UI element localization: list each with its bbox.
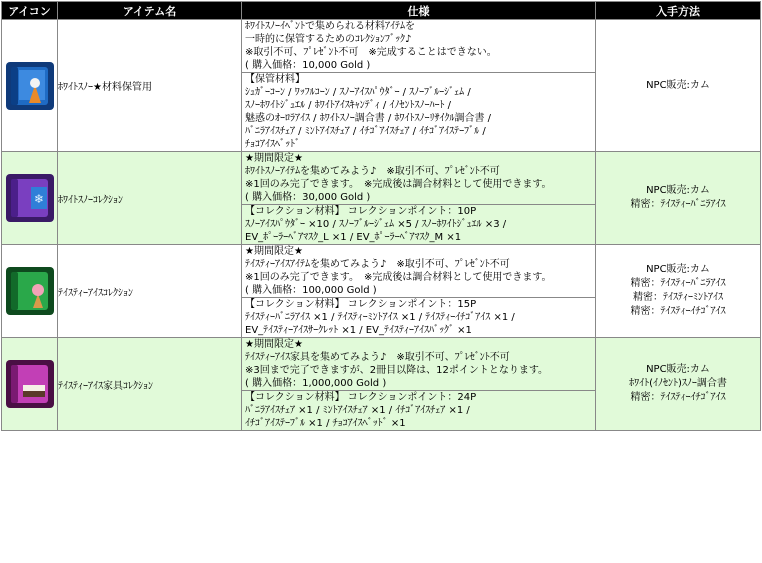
method-line: NPC販売:カム [646, 364, 710, 375]
blue-book-icon [5, 61, 55, 111]
item-name: ﾎﾜｲﾄｽﾉｰｺﾚｸｼｮﾝ [58, 152, 242, 245]
method-line: ﾎﾜｲﾄ(ｲﾉｾﾝﾄ)ｽﾉｰ調合書 [629, 378, 727, 389]
header-icon: アイコン [2, 2, 58, 20]
spec-line: ｽﾉｰﾎﾜｲﾄｼﾞｭｴﾙ / ﾎﾜｲﾄｱｲｽｷｬﾝﾃﾞｨ / ｲﾉｾﾝﾄｽﾉｰﾊｰﾄ / [245, 100, 452, 111]
spec-line: ﾃｲｽﾃｨｰｱｲｽｱｲﾃﾑを集めてみよう♪ ※取引不可、ﾌﾟﾚｾﾞﾝﾄ不可 [245, 259, 510, 270]
spec-line: ※1回のみ完了できます。 ※完成後は調合材料として使用できます。 [245, 272, 552, 283]
method-line: 精密：ﾃｲｽﾃｨｰｲﾁｺﾞｱｲｽ [630, 306, 726, 317]
spec-line: ﾃｲｽﾃｨｰﾊﾞﾆﾗｱｲｽ ×1 / ﾃｲｽﾃｨｰﾐﾝﾄｱｲｽ ×1 / ﾃｲｽﾃｨｰｲﾁｺﾞｱｲｽ ×1 / [245, 312, 515, 323]
spec-line: ※取引不可、ﾌﾟﾚｾﾞﾝﾄ不可 ※完成することはできない。 [245, 47, 497, 58]
header-spec: 仕様 [242, 2, 596, 20]
spec-line: ★期間限定★ [245, 153, 303, 164]
spec-line: ※3回まで完了できますが、2冊目以降は、12ポイントとなります。 [245, 365, 549, 376]
spec-description [242, 338, 596, 391]
spec-line: ﾃｲｽﾃｨｰｱｲｽ家具を集めてみよう♪ ※取引不可、ﾌﾟﾚｾﾞﾝﾄ不可 [245, 352, 510, 363]
table-row [2, 20, 761, 73]
spec-line: ( 購入価格：100,000 Gold ) [245, 285, 377, 296]
header-row [2, 2, 761, 20]
item-name: ﾎﾜｲﾄｽﾉｰ★材料保管用 [58, 20, 242, 152]
spec-materials [242, 391, 596, 431]
item-name: ﾃｲｽﾃｨｰｱｲｽｺﾚｸｼｮﾝ [58, 245, 242, 338]
icon-cell [2, 20, 58, 152]
spec-line: ★期間限定★ [245, 339, 303, 350]
item-name: ﾃｲｽﾃｨｰｱｲｽ家具ｺﾚｸｼｮﾝ [58, 338, 242, 431]
table-row [2, 245, 761, 298]
spec-line: ｲﾁｺﾞｱｲｽﾃｰﾌﾞﾙ ×1 / ﾁｮｺｱｲｽﾍﾞｯﾄﾞ ×1 [245, 418, 406, 429]
spec-line: ｼｭｶﾞｰｺｰﾝ / ﾜｯﾌﾙｺｰﾝ / ｽﾉｰｱｲｽﾊﾟｳﾀﾞｰ / ｽﾉｰﾌﾞﾙｰｼﾞｪﾑ / [245, 87, 471, 98]
table-row [2, 338, 761, 391]
spec-line: ( 購入価格：1,000,000 Gold ) [245, 378, 387, 389]
method-line: NPC販売:カム [646, 264, 710, 275]
spec-line: ﾊﾞﾆﾗｱｲｽﾁｪｱ ×1 / ﾐﾝﾄｱｲｽﾁｪｱ ×1 / ｲﾁｺﾞｱｲｽﾁｪｱ ×1 / [245, 405, 470, 416]
spec-description [242, 245, 596, 298]
spec-line: 魅惑のｵｰﾛﾗｱｲｽ / ﾎﾜｲﾄｽﾉｰ調合書 / ﾎﾜｲﾄｽﾉｰﾘｻｲｸﾙ調合書 / [245, 113, 492, 124]
green-book-icon [5, 266, 55, 316]
acquisition-method [596, 20, 761, 152]
spec-line: ｽﾉｰｱｲｽﾊﾟｳﾀﾞｰ ×10 / ｽﾉｰﾌﾞﾙｰｼﾞｪﾑ ×5 / ｽﾉｰﾎﾜｲﾄｼﾞｭｴﾙ ×3 / [245, 219, 507, 230]
spec-materials [242, 298, 596, 338]
spec-line: ﾁｮｺｱｲｽﾍﾞｯﾄﾞ [245, 139, 300, 150]
spec-line: 一時的に保管するためのｺﾚｸｼｮﾝﾌﾞｯｸ♪ [245, 34, 412, 45]
method-line: 精密：ﾃｲｽﾃｨｰﾐﾝﾄｱｲｽ [633, 292, 723, 303]
purple-book-icon [5, 173, 55, 223]
method-line: 精密：ﾃｲｽﾃｨｰﾊﾞﾆﾗｱｲｽ [630, 199, 726, 210]
spec-line: EV_ﾃｲｽﾃｨｰｱｲｽｻｰｸﾚｯﾄ ×1 / EV_ﾃｲｽﾃｨｰｱｲｽﾊﾞｯｸﾞ ×1 [245, 325, 472, 336]
spec-line: 【コレクション材料】 コレクションポイント：10P [245, 206, 477, 217]
table-row [2, 152, 761, 205]
spec-description [242, 152, 596, 205]
spec-line: ﾎﾜｲﾄｽﾉｰｲﾍﾞﾝﾄで集められる材料ｱｲﾃﾑを [245, 21, 415, 32]
method-line: NPC販売:カム [646, 79, 710, 91]
spec-line: ﾎﾜｲﾄｽﾉｰｱｲﾃﾑを集めてみよう♪ ※取引不可、ﾌﾟﾚｾﾞﾝﾄ不可 [245, 166, 500, 177]
acquisition-method [596, 245, 761, 338]
method-line: NPC販売:カム [646, 185, 710, 196]
spec-line: ( 購入価格：10,000 Gold ) [245, 60, 371, 71]
method-line: 精密：ﾃｲｽﾃｨｰｲﾁｺﾞｱｲｽ [630, 392, 726, 403]
spec-materials [242, 205, 596, 245]
spec-line: 【コレクション材料】 コレクションポイント：24P [245, 392, 477, 403]
magenta-book-icon [5, 359, 55, 409]
spec-line: ( 購入価格：30,000 Gold ) [245, 192, 371, 203]
icon-cell [2, 152, 58, 245]
icon-cell [2, 245, 58, 338]
spec-line: ※1回のみ完了できます。 ※完成後は調合材料として使用できます。 [245, 179, 552, 190]
spec-line: 【保管材料】 [245, 74, 305, 85]
spec-description [242, 20, 596, 73]
spec-line: ﾊﾞﾆﾗｱｲｽﾁｪｱ / ﾐﾝﾄｱｲｽﾁｪｱ / ｲﾁｺﾞｱｲｽﾁｪｱ / ｲﾁｺﾞｱｲｽﾃｰﾌﾞﾙ / [245, 126, 486, 137]
spec-line: ★期間限定★ [245, 246, 303, 257]
spec-materials [242, 73, 596, 152]
method-line: 精密：ﾃｲｽﾃｨｰﾊﾞﾆﾗｱｲｽ [630, 278, 726, 289]
acquisition-method [596, 152, 761, 245]
acquisition-method [596, 338, 761, 431]
icon-cell [2, 338, 58, 431]
header-item-name: アイテム名 [58, 2, 242, 20]
svg-text:❄: ❄ [33, 192, 44, 206]
spec-line: EV_ﾎﾟｰﾗｰﾍﾞｱﾏｽｸ_L ×1 / EV_ﾎﾟｰﾗｰﾍﾞｱﾏｽｸ_M ×1 [245, 232, 462, 243]
header-method: 入手方法 [596, 2, 761, 20]
spec-line: 【コレクション材料】 コレクションポイント：15P [245, 299, 477, 310]
item-table [1, 1, 761, 431]
